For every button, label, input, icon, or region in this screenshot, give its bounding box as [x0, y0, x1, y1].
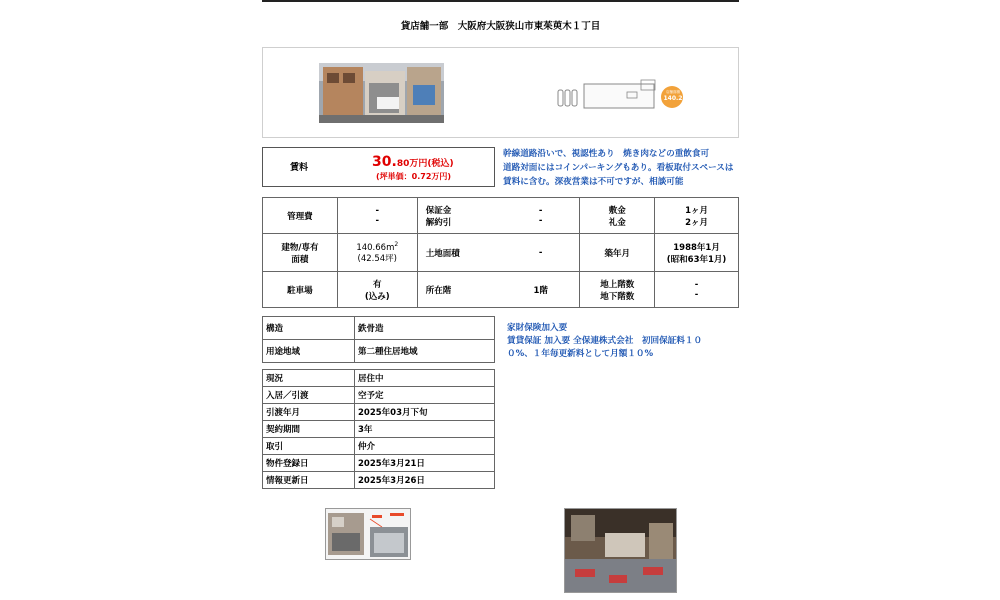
status-table — [262, 369, 495, 489]
built-value: 1988年1月 (昭和63年1月) — [655, 234, 739, 272]
note-line-1: 家財保険加入要 — [507, 323, 568, 333]
status-label: 引渡年月 — [263, 404, 355, 421]
table-row — [263, 455, 495, 472]
comment-line-2: 道路対面にはコインパーキングもあり。看板取付スペースは賃料に含む。深夜営業は不可ですが、相談可能 — [503, 163, 734, 187]
floors-count-label: 地上階数 地下階数 — [580, 272, 655, 308]
shikikin-label: 敷金 礼金 — [580, 198, 655, 234]
management-fee-label: 管理費 — [263, 198, 338, 234]
price-main: 30. — [372, 154, 397, 170]
price-label: 賃料 — [290, 163, 309, 173]
status-label: 契約期間 — [263, 421, 355, 438]
structure-label: 構造 — [263, 317, 355, 340]
parking-label: 駐車場 — [263, 272, 338, 308]
storefront-photo[interactable] — [319, 63, 444, 123]
details-table — [262, 197, 739, 308]
status-value: 2025年3月26日 — [355, 472, 495, 489]
land-area-value: - — [502, 234, 580, 272]
property-comment — [503, 147, 739, 189]
status-value: 空予定 — [355, 387, 495, 404]
parking-value: 有 (込み) — [337, 272, 417, 308]
price-decimal: 80 — [396, 159, 410, 169]
structure-value: 鉄骨造 — [355, 317, 495, 340]
deposit-value: - - — [502, 198, 580, 234]
status-value: 居住中 — [355, 370, 495, 387]
floors-count-value: - - — [655, 272, 739, 308]
management-fee-value: - - — [337, 198, 417, 234]
table-row — [263, 404, 495, 421]
conditions-notes — [507, 322, 739, 361]
table-row — [263, 438, 495, 455]
table-row — [263, 472, 495, 489]
price-per-tsubo: (坪単価：0.72万円) — [376, 172, 452, 181]
status-label: 入居／引渡 — [263, 387, 355, 404]
status-label: 情報更新日 — [263, 472, 355, 489]
status-value: 仲介 — [355, 438, 495, 455]
interior-thumbnail[interactable] — [564, 508, 677, 593]
status-value: 3年 — [355, 421, 495, 438]
table-row — [263, 340, 495, 363]
comment-line-1: 幹線道路沿いで、視認性あり 焼き肉などの重飲食可 — [503, 149, 710, 159]
built-label: 築年月 — [580, 234, 655, 272]
area-value: $140.66m^2$ (42.54坪) — [337, 234, 417, 272]
table-row — [263, 317, 495, 340]
table-row — [263, 370, 495, 387]
note-line-3: ０%、１年毎更新料として月額１０% — [507, 349, 654, 359]
status-label: 物件登録日 — [263, 455, 355, 472]
structure-table — [262, 316, 495, 363]
status-label: 取引 — [263, 438, 355, 455]
area-badge-value: 140.2 — [663, 95, 683, 102]
note-line-2: 賃貸保証 加入要 全保連株式会社 初回保証料１０ — [507, 336, 703, 346]
zoning-label: 用途地域 — [263, 340, 355, 363]
price-unit: 万円(税込) — [409, 159, 454, 169]
zoning-value: 第二種住居地域 — [355, 340, 495, 363]
status-value: 2025年03月下旬 — [355, 404, 495, 421]
price-amount — [372, 151, 454, 170]
status-value: 2025年3月21日 — [355, 455, 495, 472]
top-rule — [262, 0, 739, 2]
area-badge-label: 店舗面積 — [666, 90, 680, 94]
shikikin-value: 1ヶ月 2ヶ月 — [655, 198, 739, 234]
table-row — [263, 421, 495, 438]
page-title: 貸店舗一部 大阪府大阪狭山市東茱萸木１丁目 — [400, 21, 601, 32]
land-area-label: 土地面積 — [417, 234, 502, 272]
deposit-label: 保証金 解約引 — [417, 198, 502, 234]
floor-value: 1階 — [502, 272, 580, 308]
table-row — [263, 387, 495, 404]
exterior-thumbnail[interactable] — [325, 508, 411, 560]
area-label: 建物/専有 面積 — [263, 234, 338, 272]
floor-label: 所在階 — [417, 272, 502, 308]
status-label: 現況 — [263, 370, 355, 387]
